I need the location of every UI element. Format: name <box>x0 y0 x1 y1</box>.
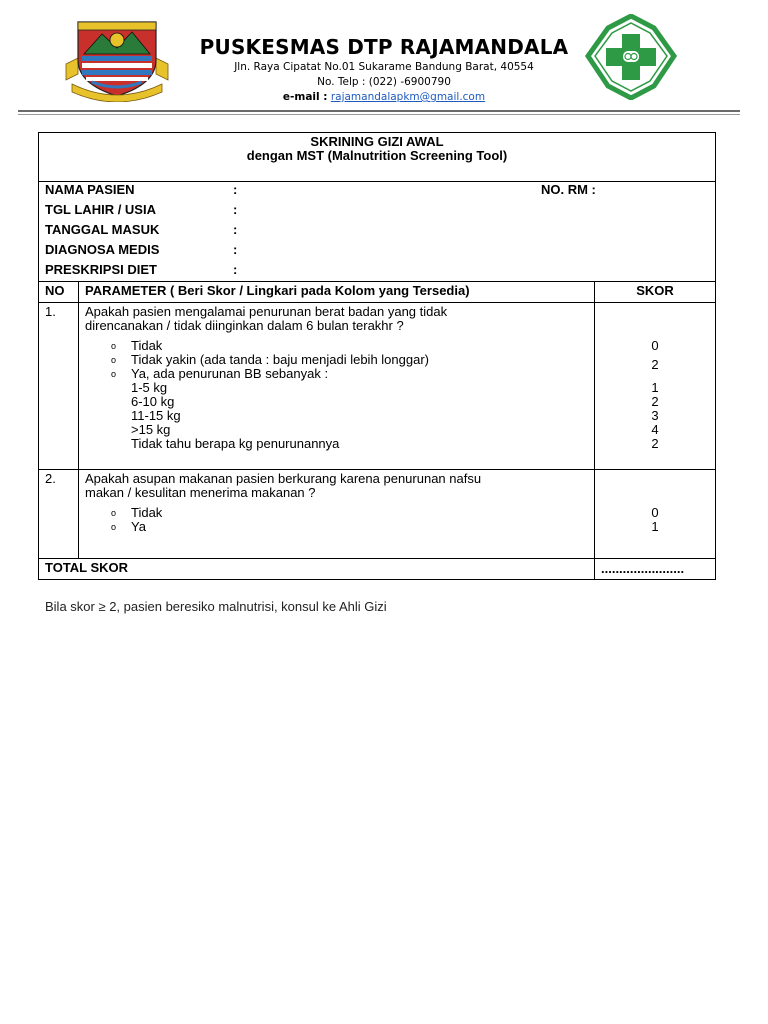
institution-address: Jln. Raya Cipatat No.01 Sukarame Bandung Barat, 40554 <box>234 61 534 73</box>
institution-phone: No. Telp : (022) -6900790 <box>317 76 451 88</box>
col-header-skor: SKOR <box>636 283 674 298</box>
form-subtitle: dengan MST (Malnutrition Screening Tool) <box>246 148 508 163</box>
q1-score-11-15kg: 3 <box>651 408 659 423</box>
q1-score-1-5kg: 1 <box>651 380 659 395</box>
q2-option-tidak: Tidak <box>131 505 163 520</box>
q1-score-over-15kg: 4 <box>651 422 659 437</box>
letterhead-divider-thin <box>18 114 740 115</box>
q1-text-line2: direncanakan / tidak diinginkan dalam 6 bulan terakhr ? <box>85 318 404 333</box>
bullet: o <box>111 355 117 365</box>
q1-score-tidak: 0 <box>651 338 659 353</box>
q1-sub-6-10kg: 6-10 kg <box>131 394 175 409</box>
bullet: o <box>111 341 117 351</box>
col-header-parameter: PARAMETER ( Beri Skor / Lingkari pada Kolom yang Tersedia) <box>85 283 470 298</box>
bullet: o <box>111 369 117 379</box>
label-nama-pasien: NAMA PASIEN <box>45 182 135 197</box>
col-header-no: NO <box>45 283 65 298</box>
q1-score-unknown: 2 <box>651 436 659 451</box>
label-diagnosa: DIAGNOSA MEDIS <box>45 242 160 257</box>
divider <box>39 558 715 559</box>
colon: : <box>233 182 238 197</box>
bullet: o <box>111 522 117 532</box>
divider <box>39 302 715 303</box>
q2-option-ya: Ya <box>131 519 146 534</box>
form-title: SKRINING GIZI AWAL <box>310 134 444 149</box>
bullet: o <box>111 508 117 518</box>
letterhead-divider <box>18 110 740 112</box>
mst-screening-form <box>38 132 716 580</box>
regency-logo <box>62 14 172 102</box>
total-skor-value[interactable]: ....................... <box>601 561 685 576</box>
q2-score-tidak: 0 <box>651 505 659 520</box>
q1-sub-unknown: Tidak tahu berapa kg penurunannya <box>131 436 340 451</box>
q1-option-tidak-yakin: Tidak yakin (ada tanda : baju menjadi lebih longgar) <box>131 352 429 367</box>
institution-email-line <box>180 91 588 103</box>
malnutrition-note: Bila skor ≥ 2, pasien beresiko malnutrisi, konsul ke Ahli Gizi <box>45 599 387 614</box>
label-tanggal-masuk: TANGGAL MASUK <box>45 222 160 237</box>
q2-number: 2. <box>45 471 56 486</box>
colon: : <box>233 202 238 217</box>
q2-score-ya: 1 <box>651 519 659 534</box>
q2-text-line2: makan / kesulitan menerima makanan ? <box>85 485 316 500</box>
colon: : <box>233 242 238 257</box>
column-divider <box>594 281 595 579</box>
q1-number: 1. <box>45 304 56 319</box>
puskesmas-logo <box>584 14 678 100</box>
q1-sub-over-15kg: >15 kg <box>131 422 171 437</box>
q1-sub-1-5kg: 1-5 kg <box>131 380 168 395</box>
q1-score-tidak-yakin: 2 <box>651 357 659 372</box>
email-label: e-mail : <box>282 91 328 103</box>
column-divider <box>78 281 79 558</box>
q1-score-6-10kg: 2 <box>651 394 659 409</box>
q1-option-tidak: Tidak <box>131 338 163 353</box>
colon: : <box>233 262 238 277</box>
label-preskripsi: PRESKRIPSI DIET <box>45 262 157 277</box>
institution-name: PUSKESMAS DTP RAJAMANDALA <box>199 35 569 59</box>
q1-option-ya: Ya, ada penurunan BB sebanyak : <box>131 366 329 381</box>
colon: : <box>233 222 238 237</box>
label-no-rm: NO. RM : <box>541 182 596 197</box>
q2-text-line1: Apakah asupan makanan pasien berkurang karena penurunan nafsu <box>85 471 482 486</box>
divider <box>39 469 715 470</box>
q1-sub-11-15kg: 11-15 kg <box>131 408 181 423</box>
total-skor-label: TOTAL SKOR <box>45 560 129 575</box>
divider <box>39 181 715 182</box>
divider <box>39 281 715 282</box>
q1-text-line1: Apakah pasien mengalamai penurunan berat badan yang tidak <box>85 304 448 319</box>
email-link[interactable]: rajamandalapkm@gmail.com <box>330 91 486 103</box>
label-tgl-lahir: TGL LAHIR / USIA <box>45 202 156 217</box>
